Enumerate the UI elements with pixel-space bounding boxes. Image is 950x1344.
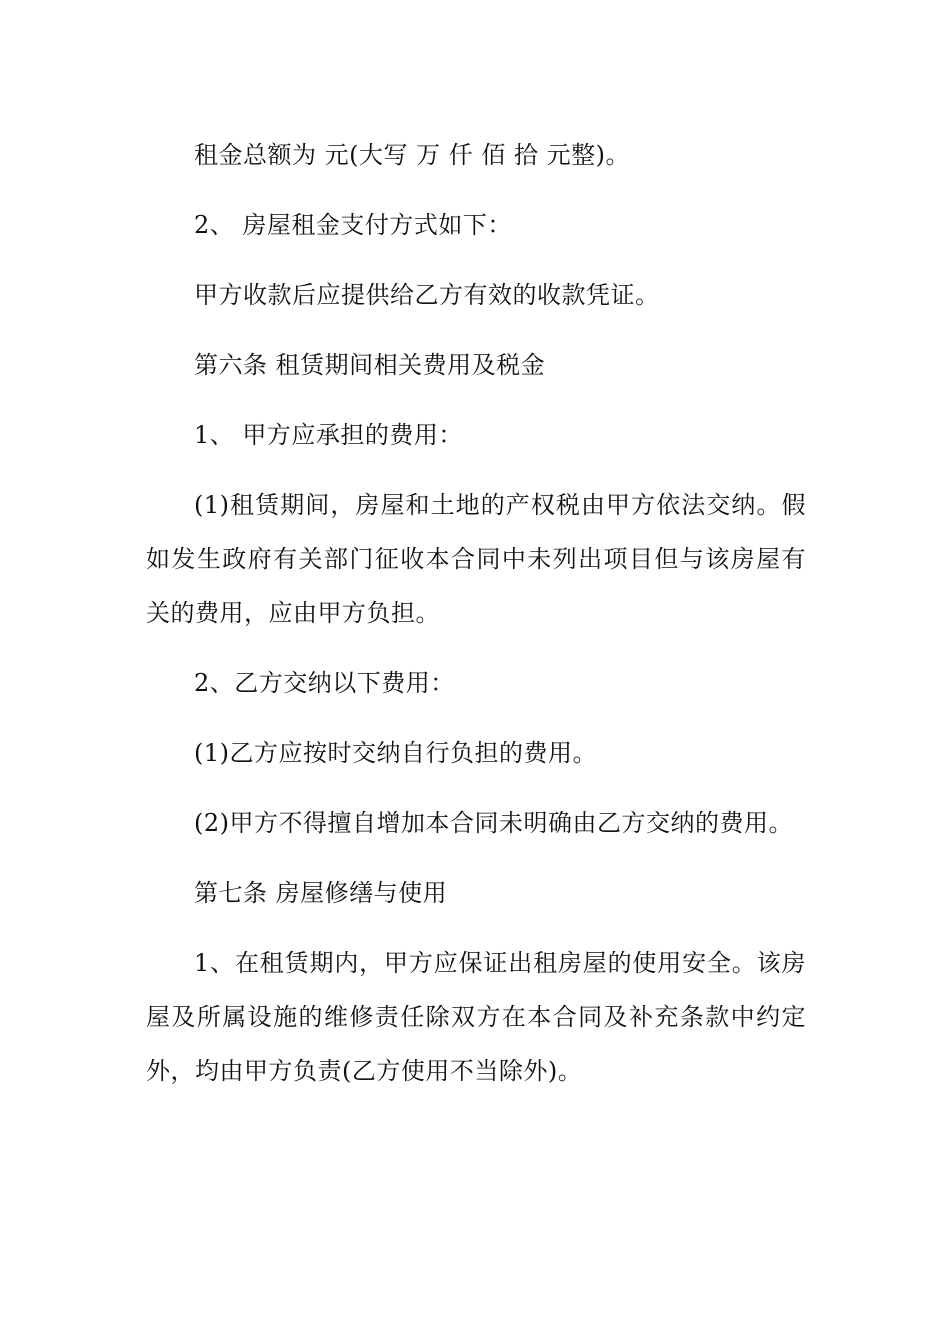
paragraph-receipt: 甲方收款后应提供给乙方有效的收款凭证。 <box>194 281 660 309</box>
paragraph-payment-method: 2、 房屋租金支付方式如下： <box>194 211 512 239</box>
paragraph-party-b-timely: (1)乙方应按时交纳自行负担的费用。 <box>194 739 597 767</box>
section-heading-article-6: 第六条 租赁期间相关费用及税金 <box>194 351 546 379</box>
document-body <box>146 128 806 1114</box>
paragraph-rent-total: 租金总额为 元(大写 万 仟 佰 拾 元整)。 <box>194 141 630 169</box>
paragraph-party-a-fees: 1、 甲方应承担的费用： <box>194 421 463 449</box>
paragraph-property-tax: (1)租赁期间，房屋和土地的产权税由甲方依法交纳。假如发生政府有关部门征收本合同中未列出项目但与该房屋有关的费用，应由甲方负担。 <box>146 491 806 627</box>
paragraph-repair-safety: 1、在租赁期内，甲方应保证出租房屋的使用安全。该房屋及所属设施的维修责任除双方在本合同及补充条款中约定外，均由甲方负责(乙方使用不当除外)。 <box>146 949 806 1085</box>
paragraph-no-extra-fees: (2)甲方不得擅自增加本合同未明确由乙方交纳的费用。 <box>194 809 793 837</box>
paragraph-party-b-fees: 2、乙方交纳以下费用： <box>194 669 455 697</box>
section-heading-article-7: 第七条 房屋修缮与使用 <box>194 879 448 907</box>
